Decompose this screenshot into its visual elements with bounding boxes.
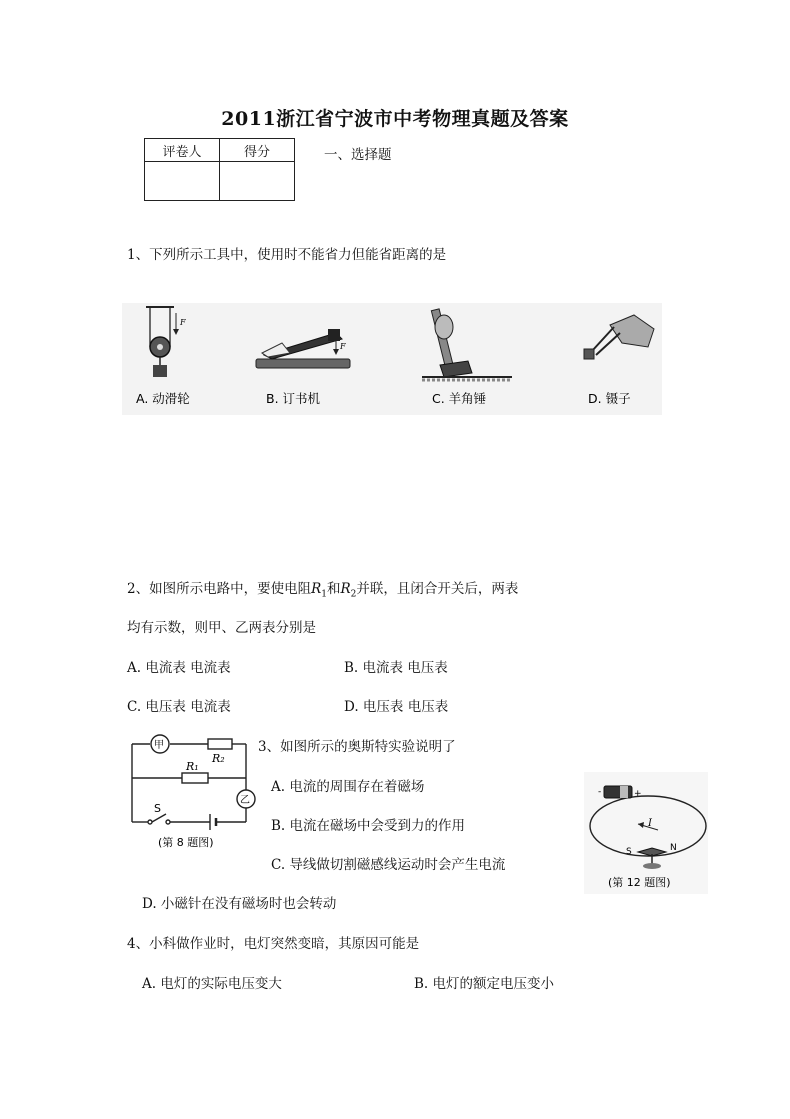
question-4-stem: 4、小科做作业时，电灯突然变暗，其原因可能是 (127, 936, 420, 952)
option-c-label: C. 羊角锤 (432, 391, 487, 406)
north-pole-label: N (670, 843, 677, 853)
q4-option-a: A. 电灯的实际电压变大 (142, 976, 282, 992)
q4-option-b: B. 电灯的额定电压变小 (414, 976, 555, 992)
q2-text-mid: 和 (327, 581, 341, 597)
switch-label: S (154, 802, 161, 815)
r2-label: R₂ (212, 752, 225, 765)
q3-option-c: C. 导线做切割磁感线运动时会产生电流 (271, 857, 506, 873)
force-label-a: F (180, 318, 186, 327)
oersted-caption: (第 12 题图) (608, 876, 671, 889)
score-header: 得分 (220, 139, 295, 162)
force-label-b: F (340, 342, 346, 351)
oersted-experiment-figure (584, 772, 708, 894)
score-table (144, 138, 295, 201)
q2-text-a: 2、如图所示电路中，要使电阻 (127, 581, 312, 597)
question-2-stem-line2: 均有示数，则甲、乙两表分别是 (127, 620, 316, 636)
circuit-diagram (124, 732, 264, 852)
q2-option-b: B. 电流表 电压表 (344, 660, 448, 676)
r2-symbol: R (340, 581, 351, 597)
page-title: 2011浙江省宁波市中考物理真题及答案 (221, 108, 569, 130)
grader-cell[interactable] (145, 162, 220, 201)
r2-subscript: 2 (350, 589, 357, 600)
q3-option-a: A. 电流的周围存在着磁场 (271, 779, 425, 795)
question-3-stem: 3、如图所示的奥斯特实验说明了 (258, 739, 456, 755)
circuit-caption: (第 8 题图) (158, 836, 214, 849)
r1-symbol: R (311, 581, 322, 597)
q2-option-a: A. 电流表 电流表 (127, 660, 231, 676)
battery-minus-label: - (598, 787, 602, 797)
score-cell[interactable] (220, 162, 295, 201)
section-heading: 一、选择题 (324, 147, 392, 163)
q2-option-c: C. 电压表 电流表 (127, 699, 231, 715)
q2-option-d: D. 电压表 电压表 (344, 699, 449, 715)
grader-header: 评卷人 (145, 139, 220, 162)
q3-option-d: D. 小磁针在没有磁场时也会转动 (142, 896, 337, 912)
r1-label: R₁ (186, 760, 199, 773)
current-label: I (648, 818, 652, 829)
q1-tools-figure (122, 303, 662, 415)
battery-plus-label: + (634, 789, 642, 799)
q3-option-b: B. 电流在磁场中会受到力的作用 (271, 818, 466, 834)
option-d-label: D. 镊子 (588, 391, 631, 406)
south-pole-label: S (626, 847, 632, 857)
r1-subscript: 1 (321, 589, 327, 600)
meter-yi-label: 乙 (240, 795, 250, 806)
q2-text-b: 并联，且闭合开关后，两表 (356, 581, 519, 597)
meter-jia-label: 甲 (154, 740, 164, 751)
option-b-label: B. 订书机 (266, 391, 321, 406)
option-a-label: A. 动滑轮 (136, 391, 190, 406)
question-1-stem: 1、下列所示工具中，使用时不能省力但能省距离的是 (127, 247, 447, 263)
question-2-stem (127, 577, 518, 600)
